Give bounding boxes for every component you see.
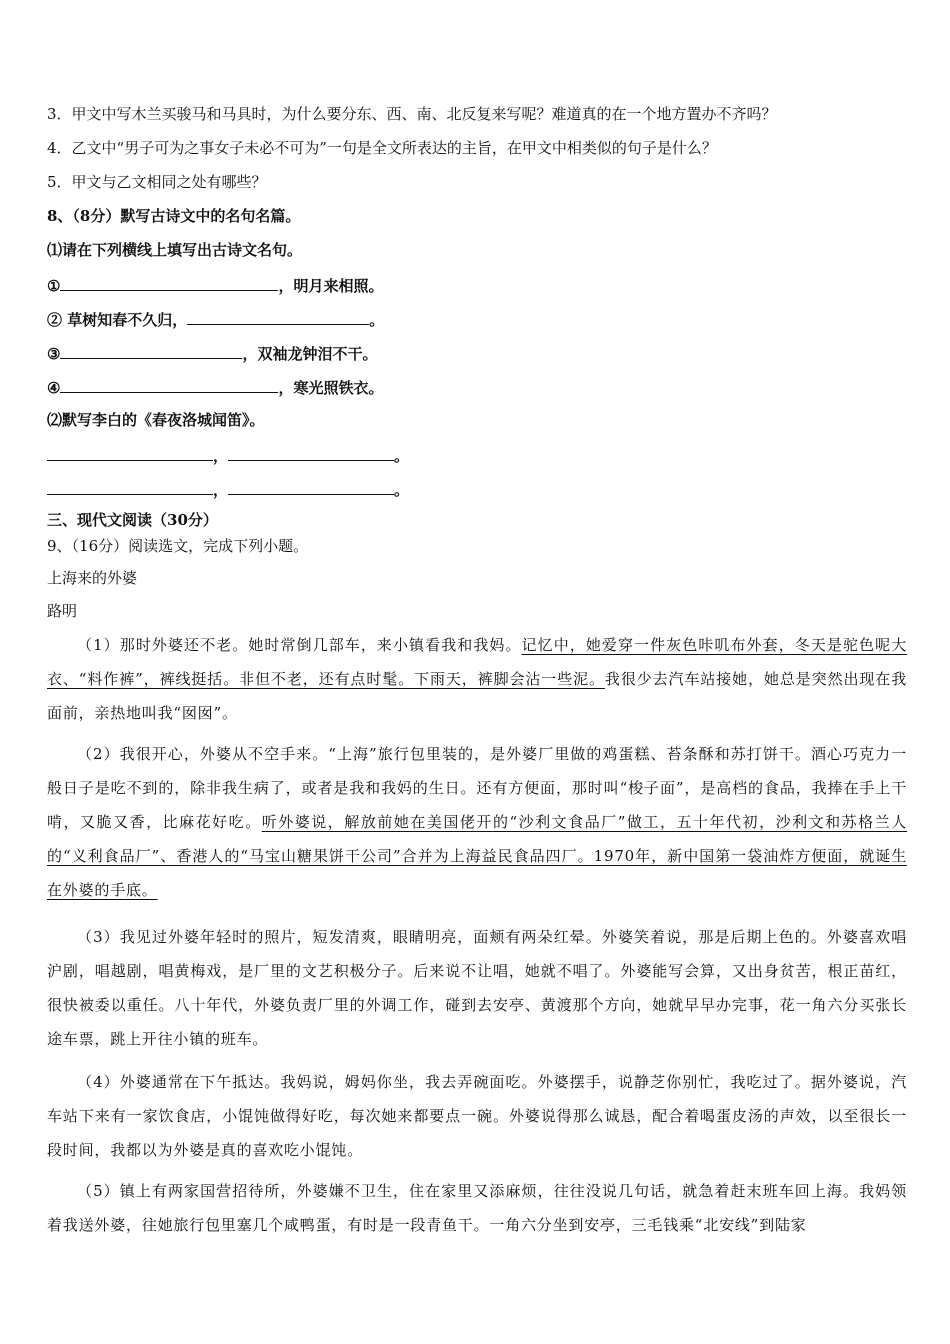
- section-8-header: 8、（8分）默写古诗文中的名句名篇。: [47, 207, 301, 225]
- answer-blank-3[interactable]: [60, 342, 242, 359]
- paragraph-1: [47, 628, 907, 730]
- passage-author: 路明: [47, 602, 78, 620]
- section-3-header: 三、现代文阅读（30分）: [47, 511, 218, 529]
- paragraph-3: （3）我见过外婆年轻时的照片，短发清爽，眼睛明亮，面颊有两朵红晕。外婆笑着说，那是后期上色的。外婆喜欢唱沪剧，唱越剧，唱黄梅戏，是厂里的文艺积极分子。后来说不让唱，她就不唱了。外婆能写会算，又出身贫苦，根正苗红，很快被委以重任。八十年代，外婆负责厂里的外调工作，碰到去安亭、黄渡那个方向，她就早早办完事，花一角六分买张长途车票，跳上开往小镇的班车。: [47, 928, 907, 1048]
- poem-recite-line-1: [47, 444, 409, 466]
- period: 。: [394, 447, 410, 465]
- answer-blank-8[interactable]: [228, 478, 394, 495]
- paragraph-1-text-a: （1）那时外婆还不老。她时常倒几部车，来小镇看我和我妈。: [77, 636, 522, 654]
- section-8-part-1: ⑴请在下列横线上填写出古诗文名句。: [47, 241, 303, 259]
- poem-fill-item-2: [47, 308, 384, 330]
- answer-blank-4[interactable]: [60, 376, 278, 393]
- paragraph-1-underlined: 记忆中，她爱穿一件灰色咔叽布外套，冬天是驼色呢大衣、“料作裤”，裤线挺括。非但不老，还有点时髦。下雨天，裤脚会沾一些泥。: [47, 636, 907, 688]
- comma: ，: [213, 481, 229, 499]
- answer-blank-1[interactable]: [60, 274, 278, 291]
- poem-fill-item-4: [47, 376, 383, 398]
- item-2-suffix: 。: [369, 311, 385, 329]
- paragraph-1-text-c: 我很少去汽车站接她，她总是突然出现在我面前，亲热地叫我“囡囡”。: [47, 670, 908, 722]
- period: 。: [394, 481, 410, 499]
- question-9: 9、（16分）阅读选文，完成下列小题。: [47, 537, 309, 555]
- item-1-prefix: ①: [47, 277, 61, 295]
- comma: ，: [213, 447, 229, 465]
- paragraph-2-text-a: （2）我很开心，外婆从不空手来。“上海”旅行包里装的，是外婆厂里做的鸡蛋糕、苔条酥和苏打饼干。酒心巧克力一般日子是吃不到的，除非我生病了，或者是我和我妈的生日。还有方便面，那时叫“梭子面”，是高档的食品，我捧在手上干啃，又脆又香，比麻花好吃。: [47, 745, 907, 831]
- answer-blank-7[interactable]: [47, 478, 213, 495]
- item-3-prefix: ③: [47, 345, 61, 363]
- item-1-suffix: ，明月来相照。: [278, 277, 384, 295]
- answer-blank-2[interactable]: [187, 308, 369, 325]
- question-3: 3．甲文中写木兰买骏马和马具时，为什么要分东、西、南、北反复来写呢？难道真的在一个地方置办不齐吗？: [47, 105, 777, 123]
- answer-blank-6[interactable]: [228, 444, 394, 461]
- section-8-part-2: ⑵默写李白的《春夜洛城闻笛》。: [47, 411, 265, 429]
- item-2-prefix: ② 草树知春不久归，: [47, 311, 188, 329]
- paragraph-5: （5）镇上有两家国营招待所，外婆嫌不卫生，住在家里又添麻烦，往往没说几句话，就急着赶末班车回上海。我妈领着我送外婆，往她旅行包里塞几个咸鸭蛋，有时是一段青鱼干。一角六分坐到安亭，三毛钱乘“北安线”到陆家: [47, 1182, 907, 1234]
- paragraph-4: （4）外婆通常在下午抵达。我妈说，姆妈你坐，我去弄碗面吃。外婆摆手，说静芝你别忙，我吃过了。据外婆说，汽车站下来有一家饮食店，小馄饨做得好吃，每次她来都要点一碗。外婆说得那么诚恳，配合着喝蛋皮汤的声效，以至很长一段时间，我都以为外婆是真的喜欢吃小馄饨。: [47, 1073, 907, 1159]
- poem-recite-line-2: [47, 478, 409, 500]
- question-4: 4．乙文中“男子可为之事女子未必不可为”一句是全文所表达的主旨，在甲文中相类似的句子是什么？: [47, 139, 717, 157]
- poem-fill-item-3: [47, 342, 377, 364]
- answer-blank-5[interactable]: [47, 444, 213, 461]
- paragraph-2: [47, 737, 907, 907]
- item-4-suffix: ，寒光照铁衣。: [278, 379, 384, 397]
- poem-fill-item-1: [47, 274, 383, 296]
- question-5: 5．甲文与乙文相同之处有哪些？: [47, 173, 267, 191]
- passage-title: 上海来的外婆: [47, 569, 138, 587]
- item-4-prefix: ④: [47, 379, 61, 397]
- paragraph-2-underlined: 听外婆说，解放前她在美国佬开的“沙利文食品厂”做工，五十年代初，沙利文和苏格兰人的“义利食品厂”、香港人的“马宝山糖果饼干公司”合并为上海益民食品四厂。1970年，新中国第一袋油炸方便面，就诞生在外婆的手底。: [47, 813, 907, 899]
- item-3-suffix: ，双袖龙钟泪不干。: [242, 345, 378, 363]
